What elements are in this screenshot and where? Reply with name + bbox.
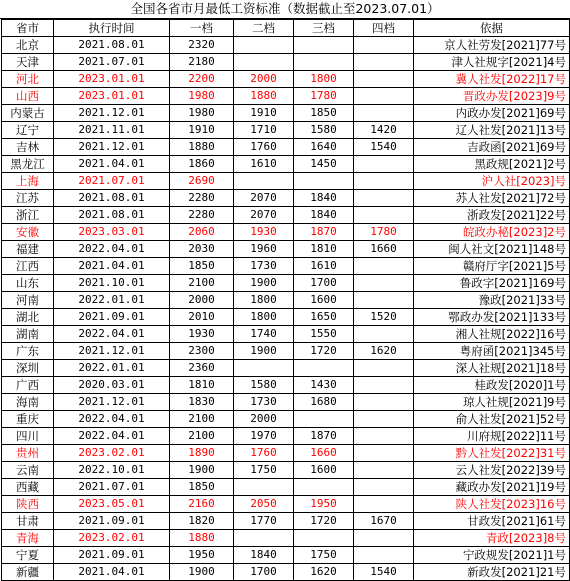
cell-tier-2[interactable]: 1900 <box>234 343 294 360</box>
cell-tier-1[interactable]: 2000 <box>170 292 234 309</box>
cell-tier-1[interactable]: 1930 <box>170 326 234 343</box>
cell-tier-2[interactable]: 1740 <box>234 326 294 343</box>
cell-effective-date[interactable]: 2021.08.01 <box>54 37 170 54</box>
cell-effective-date[interactable]: 2022.01.01 <box>54 292 170 309</box>
cell-tier-1[interactable]: 1900 <box>170 462 234 479</box>
sheet-title: 全国各省市月最低工资标准（数据截止至2023.07.01） <box>0 0 570 19</box>
cell-tier-4[interactable] <box>354 360 414 377</box>
cell-tier-2[interactable]: 1580 <box>234 377 294 394</box>
cell-basis[interactable]: 豫政[2021]33号 <box>414 292 570 309</box>
cell-tier-4[interactable] <box>354 37 414 54</box>
cell-tier-3[interactable]: 1780 <box>294 88 354 105</box>
cell-tier-3[interactable]: 1640 <box>294 139 354 156</box>
cell-tier-1[interactable]: 1880 <box>170 530 234 547</box>
cell-basis[interactable]: 吉政函[2021]69号 <box>414 139 570 156</box>
cell-tier-4[interactable]: 1780 <box>354 224 414 241</box>
table-row <box>2 479 570 496</box>
table-row <box>2 71 570 88</box>
cell-basis[interactable]: 鄂政办发[2021]133号 <box>414 309 570 326</box>
cell-tier-3[interactable]: 1870 <box>294 224 354 241</box>
cell-province[interactable]: 福建 <box>2 241 54 258</box>
cell-basis[interactable]: 深人社规[2021]18号 <box>414 360 570 377</box>
cell-province[interactable]: 北京 <box>2 37 54 54</box>
cell-tier-4[interactable] <box>354 54 414 71</box>
table-row <box>2 54 570 71</box>
cell-tier-1[interactable]: 1950 <box>170 547 234 564</box>
cell-basis[interactable]: 陕人社发[2023]16号 <box>414 496 570 513</box>
cell-tier-4[interactable] <box>354 479 414 496</box>
cell-tier-3[interactable]: 1620 <box>294 564 354 581</box>
table-row <box>2 241 570 258</box>
table-row <box>2 88 570 105</box>
cell-tier-2[interactable] <box>234 173 294 190</box>
table-row <box>2 207 570 224</box>
cell-province[interactable]: 安徽 <box>2 224 54 241</box>
cell-province[interactable]: 天津 <box>2 54 54 71</box>
cell-tier-1[interactable]: 2030 <box>170 241 234 258</box>
cell-tier-2[interactable]: 2070 <box>234 190 294 207</box>
cell-tier-1[interactable]: 1830 <box>170 394 234 411</box>
cell-basis[interactable]: 赣府厅字[2021]5号 <box>414 258 570 275</box>
table-row <box>2 258 570 275</box>
cell-tier-3[interactable] <box>294 479 354 496</box>
cell-tier-1[interactable]: 2100 <box>170 428 234 445</box>
cell-tier-3[interactable]: 1850 <box>294 105 354 122</box>
cell-tier-3[interactable] <box>294 411 354 428</box>
cell-tier-2[interactable]: 1710 <box>234 122 294 139</box>
table-row <box>2 173 570 190</box>
cell-tier-4[interactable] <box>354 394 414 411</box>
cell-tier-2[interactable]: 1900 <box>234 275 294 292</box>
cell-tier-3[interactable]: 1720 <box>294 343 354 360</box>
table-row <box>2 275 570 292</box>
cell-tier-3[interactable]: 1720 <box>294 513 354 530</box>
cell-province[interactable]: 湖北 <box>2 309 54 326</box>
cell-effective-date[interactable]: 2022.10.01 <box>54 462 170 479</box>
cell-tier-3[interactable]: 1840 <box>294 207 354 224</box>
cell-province[interactable]: 云南 <box>2 462 54 479</box>
cell-tier-3[interactable]: 1600 <box>294 292 354 309</box>
cell-tier-3[interactable]: 1660 <box>294 445 354 462</box>
table-row <box>2 326 570 343</box>
cell-basis[interactable]: 桂政发[2020]1号 <box>414 377 570 394</box>
cell-province[interactable]: 江苏 <box>2 190 54 207</box>
cell-tier-1[interactable]: 2690 <box>170 173 234 190</box>
cell-effective-date[interactable]: 2021.08.01 <box>54 207 170 224</box>
cell-basis[interactable]: 藏政办发[2021]19号 <box>414 479 570 496</box>
cell-province[interactable]: 深圳 <box>2 360 54 377</box>
cell-tier-1[interactable]: 2200 <box>170 71 234 88</box>
cell-tier-3[interactable]: 1810 <box>294 241 354 258</box>
cell-tier-4[interactable]: 1670 <box>354 513 414 530</box>
cell-province[interactable]: 内蒙古 <box>2 105 54 122</box>
cell-tier-2[interactable] <box>234 37 294 54</box>
cell-tier-4[interactable]: 1540 <box>354 139 414 156</box>
cell-tier-3[interactable]: 1800 <box>294 71 354 88</box>
cell-tier-2[interactable]: 1770 <box>234 513 294 530</box>
cell-province[interactable]: 广东 <box>2 343 54 360</box>
cell-tier-3[interactable] <box>294 54 354 71</box>
cell-tier-4[interactable] <box>354 377 414 394</box>
cell-tier-2[interactable]: 1970 <box>234 428 294 445</box>
cell-tier-4[interactable] <box>354 258 414 275</box>
cell-basis[interactable]: 鲁政字[2021]169号 <box>414 275 570 292</box>
cell-basis[interactable]: 内政办发[2021]69号 <box>414 105 570 122</box>
cell-effective-date[interactable]: 2021.04.01 <box>54 258 170 275</box>
cell-effective-date[interactable]: 2021.04.01 <box>54 564 170 581</box>
cell-tier-3[interactable] <box>294 37 354 54</box>
cell-effective-date[interactable]: 2023.01.01 <box>54 71 170 88</box>
cell-tier-1[interactable]: 2360 <box>170 360 234 377</box>
cell-tier-1[interactable]: 2010 <box>170 309 234 326</box>
cell-tier-4[interactable] <box>354 275 414 292</box>
cell-tier-3[interactable]: 1750 <box>294 547 354 564</box>
cell-effective-date[interactable]: 2021.12.01 <box>54 139 170 156</box>
cell-province[interactable]: 上海 <box>2 173 54 190</box>
cell-tier-2[interactable]: 2000 <box>234 71 294 88</box>
cell-tier-2[interactable]: 1760 <box>234 139 294 156</box>
cell-effective-date[interactable]: 2021.12.01 <box>54 394 170 411</box>
cell-tier-1[interactable]: 2180 <box>170 54 234 71</box>
cell-tier-1[interactable]: 1850 <box>170 258 234 275</box>
cell-basis[interactable]: 津人社规字[2021]4号 <box>414 54 570 71</box>
cell-tier-1[interactable]: 1810 <box>170 377 234 394</box>
table-row <box>2 360 570 377</box>
cell-effective-date[interactable]: 2021.10.01 <box>54 275 170 292</box>
cell-basis[interactable]: 辽人社发[2021]13号 <box>414 122 570 139</box>
cell-tier-3[interactable]: 1430 <box>294 377 354 394</box>
table-row <box>2 377 570 394</box>
cell-tier-4[interactable] <box>354 428 414 445</box>
cell-tier-3[interactable] <box>294 360 354 377</box>
cell-tier-4[interactable]: 1540 <box>354 564 414 581</box>
cell-basis[interactable]: 闽人社文[2021]148号 <box>414 241 570 258</box>
cell-basis[interactable]: 湘人社规[2022]16号 <box>414 326 570 343</box>
header-row <box>2 20 570 37</box>
cell-effective-date[interactable]: 2022.01.01 <box>54 360 170 377</box>
table-row <box>2 564 570 581</box>
cell-basis[interactable]: 晋政办发[2023]9号 <box>414 88 570 105</box>
table-row <box>2 343 570 360</box>
cell-effective-date[interactable]: 2023.02.01 <box>54 445 170 462</box>
cell-province[interactable]: 广西 <box>2 377 54 394</box>
cell-basis[interactable]: 苏人社发[2021]72号 <box>414 190 570 207</box>
cell-effective-date[interactable]: 2021.07.01 <box>54 479 170 496</box>
cell-province[interactable]: 西藏 <box>2 479 54 496</box>
cell-basis[interactable]: 琼人社规[2021]9号 <box>414 394 570 411</box>
cell-province[interactable]: 山东 <box>2 275 54 292</box>
cell-tier-2[interactable]: 1960 <box>234 241 294 258</box>
cell-province[interactable]: 陕西 <box>2 496 54 513</box>
table-row <box>2 190 570 207</box>
table-row <box>2 530 570 547</box>
cell-tier-2[interactable]: 1910 <box>234 105 294 122</box>
cell-tier-4[interactable] <box>354 326 414 343</box>
table-row <box>2 513 570 530</box>
cell-effective-date[interactable]: 2023.03.01 <box>54 224 170 241</box>
header-tier-3[interactable]: 三档 <box>294 20 354 37</box>
cell-effective-date[interactable]: 2021.07.01 <box>54 54 170 71</box>
cell-tier-1[interactable]: 2280 <box>170 207 234 224</box>
cell-tier-1[interactable]: 1850 <box>170 479 234 496</box>
cell-effective-date[interactable]: 2021.09.01 <box>54 309 170 326</box>
header-tier-2[interactable]: 二档 <box>234 20 294 37</box>
cell-tier-3[interactable] <box>294 173 354 190</box>
cell-tier-4[interactable] <box>354 462 414 479</box>
cell-basis[interactable]: 俞人社发[2021]52号 <box>414 411 570 428</box>
cell-basis[interactable]: 青政[2023]8号 <box>414 530 570 547</box>
cell-province[interactable]: 宁夏 <box>2 547 54 564</box>
cell-province[interactable]: 青海 <box>2 530 54 547</box>
cell-tier-4[interactable] <box>354 88 414 105</box>
cell-effective-date[interactable]: 2021.09.01 <box>54 513 170 530</box>
cell-tier-4[interactable] <box>354 496 414 513</box>
cell-province[interactable]: 河北 <box>2 71 54 88</box>
cell-effective-date[interactable]: 2022.04.01 <box>54 428 170 445</box>
cell-basis[interactable]: 粤府函[2021]345号 <box>414 343 570 360</box>
cell-province[interactable]: 重庆 <box>2 411 54 428</box>
cell-effective-date[interactable]: 2023.01.01 <box>54 88 170 105</box>
cell-tier-2[interactable]: 1880 <box>234 88 294 105</box>
cell-tier-2[interactable]: 1730 <box>234 394 294 411</box>
cell-tier-1[interactable]: 1910 <box>170 122 234 139</box>
cell-tier-2[interactable]: 1750 <box>234 462 294 479</box>
cell-tier-3[interactable]: 1870 <box>294 428 354 445</box>
cell-tier-2[interactable]: 1800 <box>234 309 294 326</box>
cell-province[interactable]: 浙江 <box>2 207 54 224</box>
cell-tier-4[interactable]: 1420 <box>354 122 414 139</box>
cell-tier-4[interactable] <box>354 547 414 564</box>
cell-effective-date[interactable]: 2021.09.01 <box>54 547 170 564</box>
cell-basis[interactable]: 皖政办秘[2023]2号 <box>414 224 570 241</box>
cell-tier-1[interactable]: 2100 <box>170 275 234 292</box>
cell-effective-date[interactable]: 2020.03.01 <box>54 377 170 394</box>
cell-basis[interactable]: 沪人社[2023]号 <box>414 173 570 190</box>
cell-tier-4[interactable]: 1620 <box>354 343 414 360</box>
cell-effective-date[interactable]: 2021.12.01 <box>54 343 170 360</box>
cell-tier-4[interactable] <box>354 530 414 547</box>
cell-effective-date[interactable]: 2021.07.01 <box>54 173 170 190</box>
cell-effective-date[interactable]: 2021.11.01 <box>54 122 170 139</box>
cell-tier-3[interactable] <box>294 530 354 547</box>
cell-effective-date[interactable]: 2022.04.01 <box>54 241 170 258</box>
cell-tier-1[interactable]: 2060 <box>170 224 234 241</box>
cell-tier-1[interactable]: 2160 <box>170 496 234 513</box>
cell-tier-1[interactable]: 2320 <box>170 37 234 54</box>
cell-tier-3[interactable]: 1580 <box>294 122 354 139</box>
table-row <box>2 139 570 156</box>
cell-tier-1[interactable]: 1900 <box>170 564 234 581</box>
cell-province[interactable]: 四川 <box>2 428 54 445</box>
cell-tier-3[interactable]: 1550 <box>294 326 354 343</box>
cell-province[interactable]: 新疆 <box>2 564 54 581</box>
cell-tier-3[interactable]: 1840 <box>294 190 354 207</box>
table-row <box>2 224 570 241</box>
cell-tier-4[interactable] <box>354 190 414 207</box>
header-province[interactable]: 省市 <box>2 20 54 37</box>
cell-tier-3[interactable]: 1650 <box>294 309 354 326</box>
table-row <box>2 496 570 513</box>
cell-tier-3[interactable]: 1680 <box>294 394 354 411</box>
cell-province[interactable]: 黑龙江 <box>2 156 54 173</box>
table-row <box>2 428 570 445</box>
cell-tier-4[interactable] <box>354 71 414 88</box>
table-row <box>2 105 570 122</box>
cell-province[interactable]: 辽宁 <box>2 122 54 139</box>
cell-tier-2[interactable] <box>234 360 294 377</box>
cell-basis[interactable]: 黑政规[2021]2号 <box>414 156 570 173</box>
cell-province[interactable]: 江西 <box>2 258 54 275</box>
table-row <box>2 122 570 139</box>
cell-tier-1[interactable]: 2300 <box>170 343 234 360</box>
cell-province[interactable]: 贵州 <box>2 445 54 462</box>
table-row <box>2 411 570 428</box>
cell-tier-2[interactable]: 1930 <box>234 224 294 241</box>
cell-basis[interactable]: 黔人社发[2022]31号 <box>414 445 570 462</box>
cell-tier-2[interactable]: 2050 <box>234 496 294 513</box>
cell-tier-1[interactable]: 2280 <box>170 190 234 207</box>
header-tier-4[interactable]: 四档 <box>354 20 414 37</box>
table-row <box>2 394 570 411</box>
cell-tier-2[interactable] <box>234 54 294 71</box>
cell-tier-2[interactable]: 1840 <box>234 547 294 564</box>
cell-tier-3[interactable]: 1600 <box>294 462 354 479</box>
table-body <box>2 37 570 581</box>
cell-tier-4[interactable] <box>354 105 414 122</box>
cell-effective-date[interactable]: 2023.05.01 <box>54 496 170 513</box>
cell-tier-4[interactable] <box>354 292 414 309</box>
cell-province[interactable]: 甘肃 <box>2 513 54 530</box>
table-row <box>2 445 570 462</box>
cell-basis[interactable]: 川府规[2022]11号 <box>414 428 570 445</box>
cell-tier-1[interactable]: 1880 <box>170 139 234 156</box>
cell-tier-3[interactable]: 1950 <box>294 496 354 513</box>
cell-tier-4[interactable] <box>354 207 414 224</box>
cell-basis[interactable]: 云人社发[2022]39号 <box>414 462 570 479</box>
cell-tier-2[interactable]: 1730 <box>234 258 294 275</box>
cell-tier-2[interactable]: 2070 <box>234 207 294 224</box>
cell-tier-2[interactable] <box>234 479 294 496</box>
cell-basis[interactable]: 宁政规发[2021]1号 <box>414 547 570 564</box>
wage-table <box>1 19 570 581</box>
cell-province[interactable]: 湖南 <box>2 326 54 343</box>
cell-tier-2[interactable] <box>234 530 294 547</box>
header-basis[interactable]: 依据 <box>414 20 570 37</box>
table-row <box>2 292 570 309</box>
cell-tier-1[interactable]: 1980 <box>170 88 234 105</box>
cell-province[interactable]: 山西 <box>2 88 54 105</box>
cell-tier-1[interactable]: 1890 <box>170 445 234 462</box>
table-row <box>2 309 570 326</box>
cell-tier-2[interactable]: 1760 <box>234 445 294 462</box>
cell-tier-1[interactable]: 2100 <box>170 411 234 428</box>
cell-basis[interactable]: 京人社劳发[2021]77号 <box>414 37 570 54</box>
cell-tier-4[interactable] <box>354 156 414 173</box>
cell-effective-date[interactable]: 2022.04.01 <box>54 411 170 428</box>
cell-effective-date[interactable]: 2021.08.01 <box>54 190 170 207</box>
cell-province[interactable]: 河南 <box>2 292 54 309</box>
cell-tier-4[interactable]: 1520 <box>354 309 414 326</box>
cell-tier-3[interactable]: 1450 <box>294 156 354 173</box>
header-tier-1[interactable]: 一档 <box>170 20 234 37</box>
table-row <box>2 547 570 564</box>
cell-tier-3[interactable]: 1700 <box>294 275 354 292</box>
cell-tier-1[interactable]: 1860 <box>170 156 234 173</box>
cell-tier-2[interactable]: 2000 <box>234 411 294 428</box>
cell-tier-4[interactable] <box>354 411 414 428</box>
cell-basis[interactable]: 浙政发[2021]22号 <box>414 207 570 224</box>
cell-effective-date[interactable]: 2021.12.01 <box>54 105 170 122</box>
cell-tier-1[interactable]: 1820 <box>170 513 234 530</box>
cell-basis[interactable]: 新政发[2021]21号 <box>414 564 570 581</box>
table-row <box>2 156 570 173</box>
cell-tier-4[interactable] <box>354 445 414 462</box>
cell-tier-4[interactable] <box>354 173 414 190</box>
cell-basis[interactable]: 甘政发[2021]61号 <box>414 513 570 530</box>
cell-tier-1[interactable]: 1980 <box>170 105 234 122</box>
cell-tier-3[interactable]: 1610 <box>294 258 354 275</box>
cell-effective-date[interactable]: 2021.04.01 <box>54 156 170 173</box>
cell-effective-date[interactable]: 2022.04.01 <box>54 326 170 343</box>
cell-tier-4[interactable]: 1660 <box>354 241 414 258</box>
cell-province[interactable]: 海南 <box>2 394 54 411</box>
table-row <box>2 37 570 54</box>
cell-tier-2[interactable]: 1610 <box>234 156 294 173</box>
cell-effective-date[interactable]: 2023.02.01 <box>54 530 170 547</box>
table-row <box>2 462 570 479</box>
header-effective-date[interactable]: 执行时间 <box>54 20 170 37</box>
cell-tier-2[interactable]: 1700 <box>234 564 294 581</box>
cell-tier-2[interactable]: 1800 <box>234 292 294 309</box>
cell-province[interactable]: 吉林 <box>2 139 54 156</box>
cell-basis[interactable]: 冀人社发[2022]17号 <box>414 71 570 88</box>
